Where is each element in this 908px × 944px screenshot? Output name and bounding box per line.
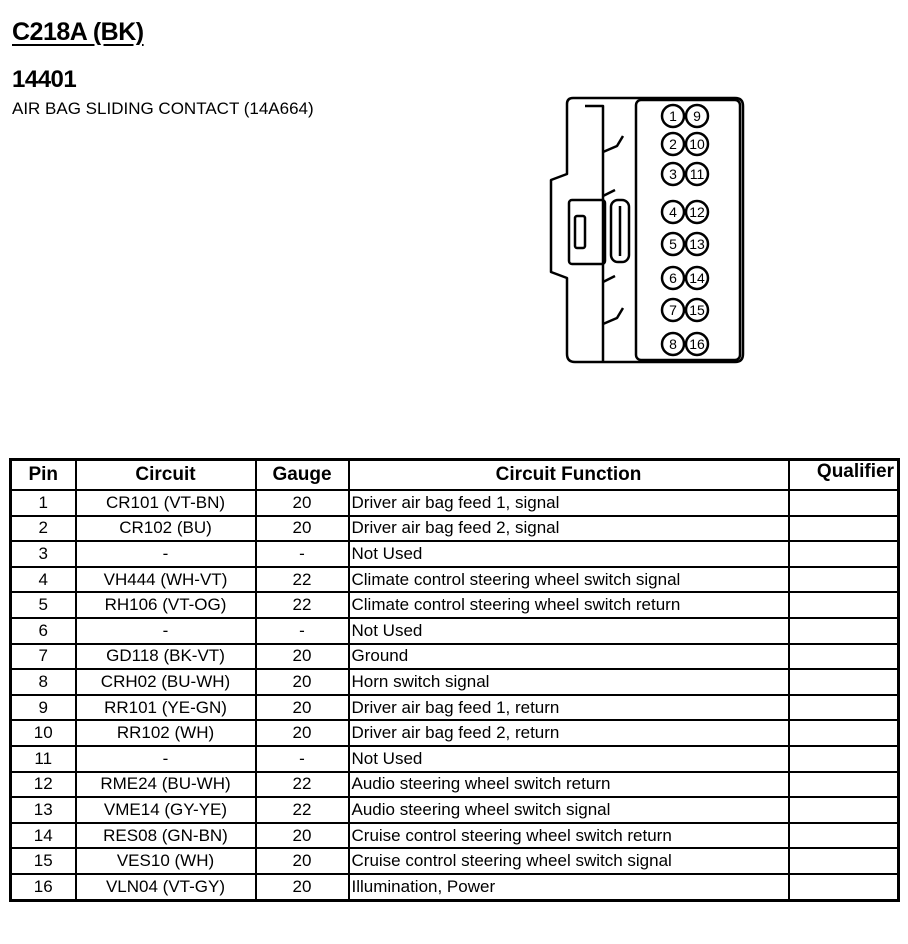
- pin-marker: [686, 267, 708, 289]
- pin-number: 7: [669, 302, 677, 318]
- cell-function: Driver air bag feed 2, signal: [349, 516, 789, 542]
- cell-function: Not Used: [349, 746, 789, 772]
- header-pin: Pin: [11, 460, 76, 491]
- cell-pin: 15: [11, 848, 76, 874]
- table-row: [11, 720, 899, 746]
- cell-pin: 3: [11, 541, 76, 567]
- cell-pin: 4: [11, 567, 76, 593]
- cell-pin: 1: [11, 490, 76, 516]
- cell-pin: 13: [11, 797, 76, 823]
- pin-marker: [662, 233, 684, 255]
- pin-number: 12: [689, 204, 705, 220]
- cell-qualifier: [789, 746, 899, 772]
- table-row: [11, 669, 899, 695]
- cell-gauge: 20: [256, 874, 349, 900]
- cell-circuit: -: [76, 541, 256, 567]
- pin-number: 14: [689, 270, 705, 286]
- pin-marker: [686, 201, 708, 223]
- cell-gauge: 20: [256, 669, 349, 695]
- cell-gauge: -: [256, 746, 349, 772]
- connector-housing: [551, 98, 743, 362]
- cell-pin: 2: [11, 516, 76, 542]
- table-row: [11, 644, 899, 670]
- cell-function: Horn switch signal: [349, 669, 789, 695]
- table-row: [11, 695, 899, 721]
- cell-gauge: 20: [256, 848, 349, 874]
- pin-marker: [662, 299, 684, 321]
- pin-marker: [686, 299, 708, 321]
- cell-circuit: RH106 (VT-OG): [76, 592, 256, 618]
- cell-gauge: -: [256, 618, 349, 644]
- pin-marker: [662, 267, 684, 289]
- pin-marker: [662, 163, 684, 185]
- pin-number: 8: [669, 336, 677, 352]
- pin-marker: [662, 333, 684, 355]
- pin-number: 3: [669, 166, 677, 182]
- cell-qualifier: [789, 490, 899, 516]
- cell-qualifier: [789, 669, 899, 695]
- pin-marker: [662, 133, 684, 155]
- cell-function: Cruise control steering wheel switch return: [349, 823, 789, 849]
- cell-function: Illumination, Power: [349, 874, 789, 900]
- cell-circuit: RR101 (YE-GN): [76, 695, 256, 721]
- cell-gauge: 20: [256, 490, 349, 516]
- part-description: AIR BAG SLIDING CONTACT (14A664): [12, 99, 314, 118]
- cell-qualifier: [789, 592, 899, 618]
- cell-function: Not Used: [349, 541, 789, 567]
- cell-pin: 7: [11, 644, 76, 670]
- cell-circuit: VLN04 (VT-GY): [76, 874, 256, 900]
- cell-function: Climate control steering wheel switch return: [349, 592, 789, 618]
- cell-function: Cruise control steering wheel switch signal: [349, 848, 789, 874]
- cell-function: Climate control steering wheel switch signal: [349, 567, 789, 593]
- cell-gauge: 20: [256, 823, 349, 849]
- cell-circuit: VME14 (GY-YE): [76, 797, 256, 823]
- table-row: [11, 541, 899, 567]
- cell-qualifier: [789, 797, 899, 823]
- cell-pin: 16: [11, 874, 76, 900]
- header-gauge: Gauge: [256, 460, 349, 491]
- table-row: [11, 848, 899, 874]
- pin-number: 9: [693, 108, 701, 124]
- cell-qualifier: [789, 516, 899, 542]
- pin-marker: [686, 133, 708, 155]
- cell-function: Not Used: [349, 618, 789, 644]
- cell-gauge: 20: [256, 695, 349, 721]
- cell-pin: 12: [11, 772, 76, 798]
- cell-qualifier: [789, 644, 899, 670]
- cell-pin: 8: [11, 669, 76, 695]
- cell-qualifier: [789, 541, 899, 567]
- table-header-row: [11, 460, 899, 491]
- pin-number: 5: [669, 236, 677, 252]
- table-row: [11, 490, 899, 516]
- table-row: [11, 772, 899, 798]
- cell-qualifier: [789, 848, 899, 874]
- pin-marker: [686, 233, 708, 255]
- table-row: [11, 592, 899, 618]
- cell-circuit: GD118 (BK-VT): [76, 644, 256, 670]
- pin-number: 11: [689, 166, 705, 182]
- table-row: [11, 516, 899, 542]
- table-row: [11, 746, 899, 772]
- cell-qualifier: [789, 695, 899, 721]
- cell-circuit: -: [76, 618, 256, 644]
- table-row: [11, 874, 899, 900]
- cell-pin: 11: [11, 746, 76, 772]
- cell-circuit: VH444 (WH-VT): [76, 567, 256, 593]
- table-row: [11, 797, 899, 823]
- cell-qualifier: [789, 823, 899, 849]
- cell-qualifier: [789, 720, 899, 746]
- header-circuit-function: Circuit Function: [349, 460, 789, 491]
- cell-circuit: CRH02 (BU-WH): [76, 669, 256, 695]
- pin-number: 2: [669, 136, 677, 152]
- cell-function: Audio steering wheel switch return: [349, 772, 789, 798]
- pin-number: 15: [689, 302, 705, 318]
- cell-pin: 6: [11, 618, 76, 644]
- pin-number: 4: [669, 204, 677, 220]
- cell-gauge: -: [256, 541, 349, 567]
- cell-circuit: CR102 (BU): [76, 516, 256, 542]
- connector-id: C218A (BK): [12, 18, 144, 46]
- cell-qualifier: [789, 567, 899, 593]
- pin-marker: [686, 105, 708, 127]
- cell-circuit: CR101 (VT-BN): [76, 490, 256, 516]
- pin-marker: [662, 105, 684, 127]
- cell-circuit: VES10 (WH): [76, 848, 256, 874]
- pin-number: 1: [669, 108, 677, 124]
- cell-function: Driver air bag feed 2, return: [349, 720, 789, 746]
- cell-function: Driver air bag feed 1, signal: [349, 490, 789, 516]
- cell-circuit: RR102 (WH): [76, 720, 256, 746]
- cell-circuit: -: [76, 746, 256, 772]
- cell-function: Driver air bag feed 1, return: [349, 695, 789, 721]
- cell-gauge: 20: [256, 516, 349, 542]
- cell-circuit: RME24 (BU-WH): [76, 772, 256, 798]
- header-circuit: Circuit: [76, 460, 256, 491]
- pin-marker: [686, 163, 708, 185]
- cell-circuit: RES08 (GN-BN): [76, 823, 256, 849]
- pin-number: 6: [669, 270, 677, 286]
- part-number: 14401: [12, 66, 77, 93]
- pin-marker: [686, 333, 708, 355]
- pin-number: 16: [689, 336, 705, 352]
- cell-pin: 10: [11, 720, 76, 746]
- cell-gauge: 22: [256, 592, 349, 618]
- cell-pin: 5: [11, 592, 76, 618]
- cell-qualifier: [789, 772, 899, 798]
- cell-function: Ground: [349, 644, 789, 670]
- pinout-table: [9, 458, 900, 902]
- table-row: [11, 618, 899, 644]
- cell-qualifier: [789, 874, 899, 900]
- pin-number: 13: [689, 236, 705, 252]
- cell-pin: 9: [11, 695, 76, 721]
- table-row: [11, 823, 899, 849]
- pin-marker: [662, 201, 684, 223]
- cell-function: Audio steering wheel switch signal: [349, 797, 789, 823]
- cell-gauge: 22: [256, 567, 349, 593]
- header-qualifier: Qualifier: [789, 460, 899, 491]
- cell-gauge: 22: [256, 797, 349, 823]
- connector-face-diagram: [545, 92, 755, 370]
- cell-gauge: 20: [256, 644, 349, 670]
- cell-qualifier: [789, 618, 899, 644]
- table-row: [11, 567, 899, 593]
- cell-gauge: 20: [256, 720, 349, 746]
- cell-pin: 14: [11, 823, 76, 849]
- cell-gauge: 22: [256, 772, 349, 798]
- pin-number: 10: [689, 136, 705, 152]
